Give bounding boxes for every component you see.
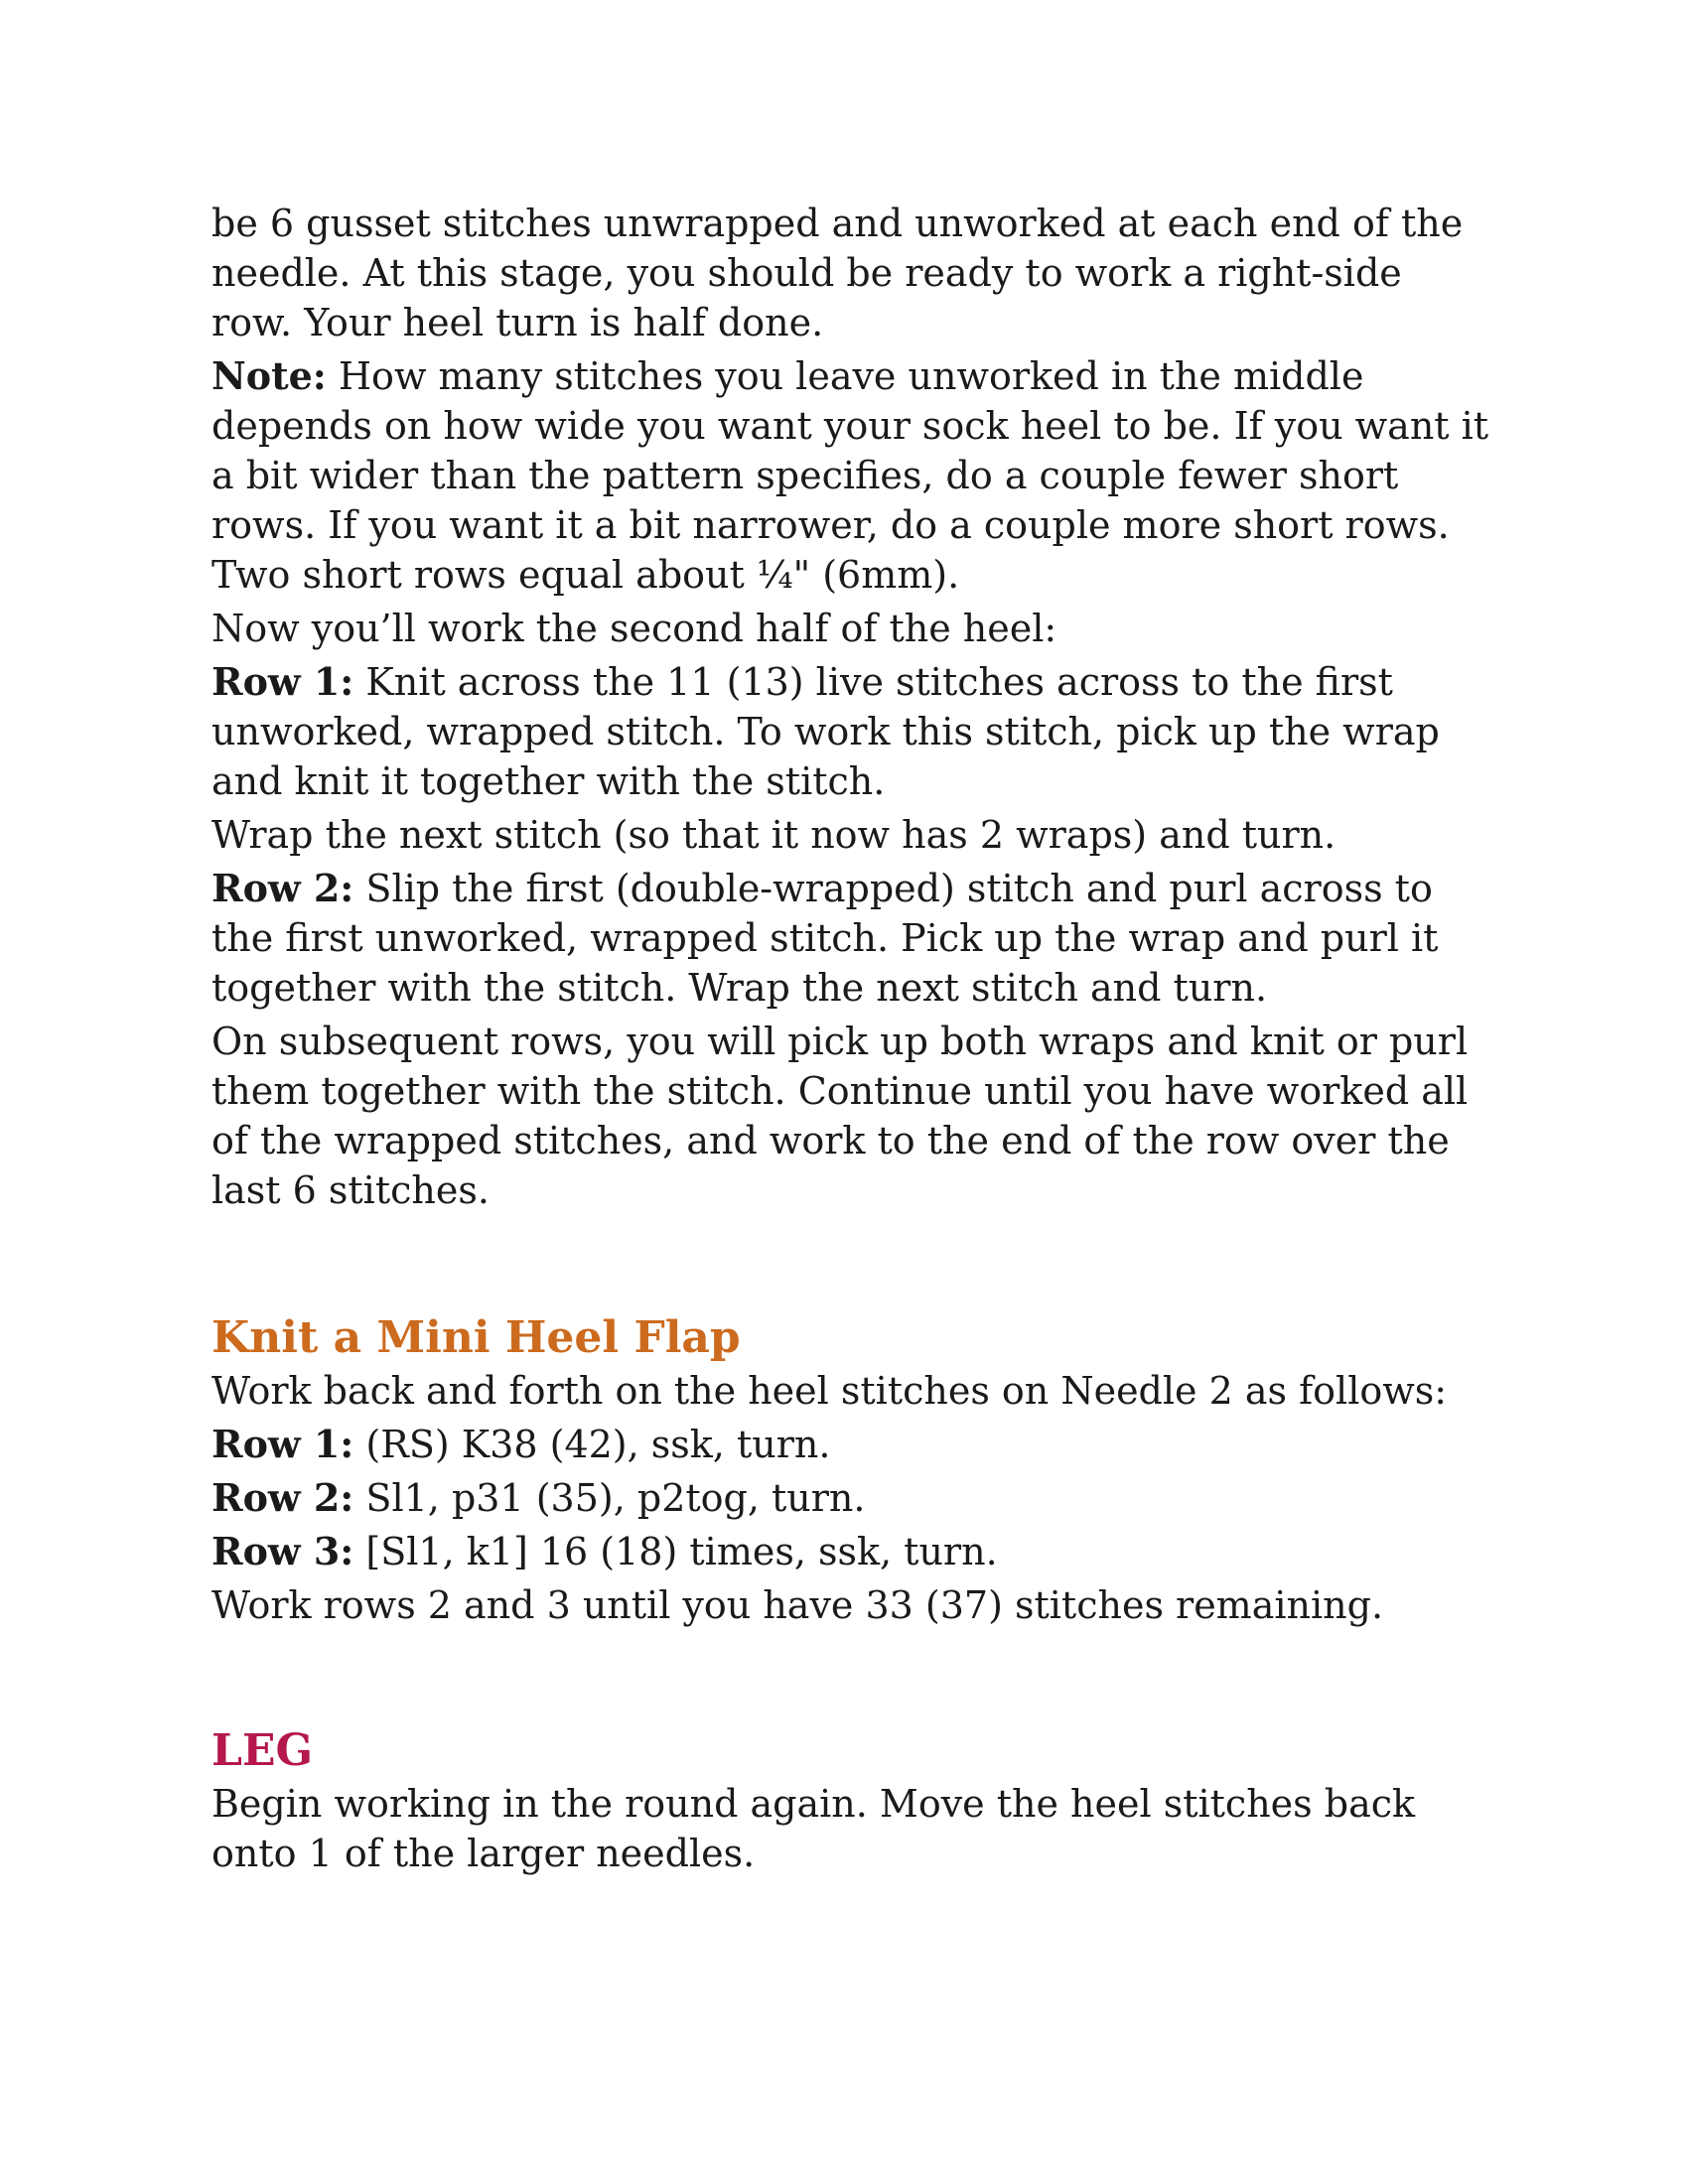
note-paragraph <box>211 351 1492 600</box>
flap-row-2 <box>211 1473 1492 1523</box>
leg-paragraph: Begin working in the round again. Move the heel stitches back onto 1 of the larger needles. <box>211 1782 1416 1875</box>
second-half-intro: Now you’ll work the second half of the heel: <box>211 607 1057 650</box>
heel-flap-heading: Knit a Mini Heel Flap <box>211 1312 741 1363</box>
flap-row-2-text: Sl1, p31 (35), p2tog, turn. <box>353 1476 866 1520</box>
heel-row-2-label: Row 2: <box>211 866 354 910</box>
flap-row-1-label: Row 1: <box>211 1422 354 1466</box>
flap-row-3-label: Row 3: <box>211 1529 354 1573</box>
intro-paragraph: be 6 gusset stitches unwrapped and unworked at each end of the needle. At this stage, you should be ready to work a right-side row. Your heel turn is half done. <box>211 202 1464 344</box>
heel-row-1-label: Row 1: <box>211 659 354 704</box>
flap-row-3 <box>211 1527 1492 1576</box>
subsequent-rows-paragraph: On subsequent rows, you will pick up both wraps and knit or purl them together with the stitch. Continue until you have worked all of the wrapped stitches, and work to the end of the row over the last 6 stitches. <box>211 1020 1469 1212</box>
heel-flap-closing: Work rows 2 and 3 until you have 33 (37) stitches remaining. <box>211 1583 1384 1627</box>
flap-row-1-text: (RS) K38 (42), ssk, turn. <box>353 1423 831 1466</box>
note-text: How many stitches you leave unworked in the middle depends on how wide you want your sock heel to be. If you want it a bit wider than the pattern specifies, do a couple fewer short rows. If you want it a bit narrower, do a couple more short rows. Two short rows equal about ¼" (6mm). <box>211 354 1489 597</box>
heel-flap-intro: Work back and forth on the heel stitches on Needle 2 as follows: <box>211 1369 1448 1413</box>
flap-row-1 <box>211 1420 1492 1469</box>
flap-row-2-label: Row 2: <box>211 1475 354 1520</box>
heel-row-1-text: Knit across the 11 (13) live stitches across to the first unworked, wrapped stitch. To work this stitch, pick up the wrap and knit it together with the stitch. <box>211 660 1440 803</box>
flap-row-3-text: [Sl1, k1] 16 (18) times, ssk, turn. <box>353 1530 998 1573</box>
heel-row-1 <box>211 657 1492 806</box>
heel-row-2-text: Slip the first (double-wrapped) stitch and purl across to the first unworked, wrapped stitch. Pick up the wrap and purl it together with the stitch. Wrap the next stitch and turn. <box>211 867 1439 1010</box>
note-label: Note: <box>211 353 327 398</box>
leg-heading: LEG <box>211 1725 314 1776</box>
heel-row-2 <box>211 864 1492 1013</box>
wrap-instruction: Wrap the next stitch (so that it now has 2 wraps) and turn. <box>211 813 1336 857</box>
document-page <box>211 199 1492 1882</box>
